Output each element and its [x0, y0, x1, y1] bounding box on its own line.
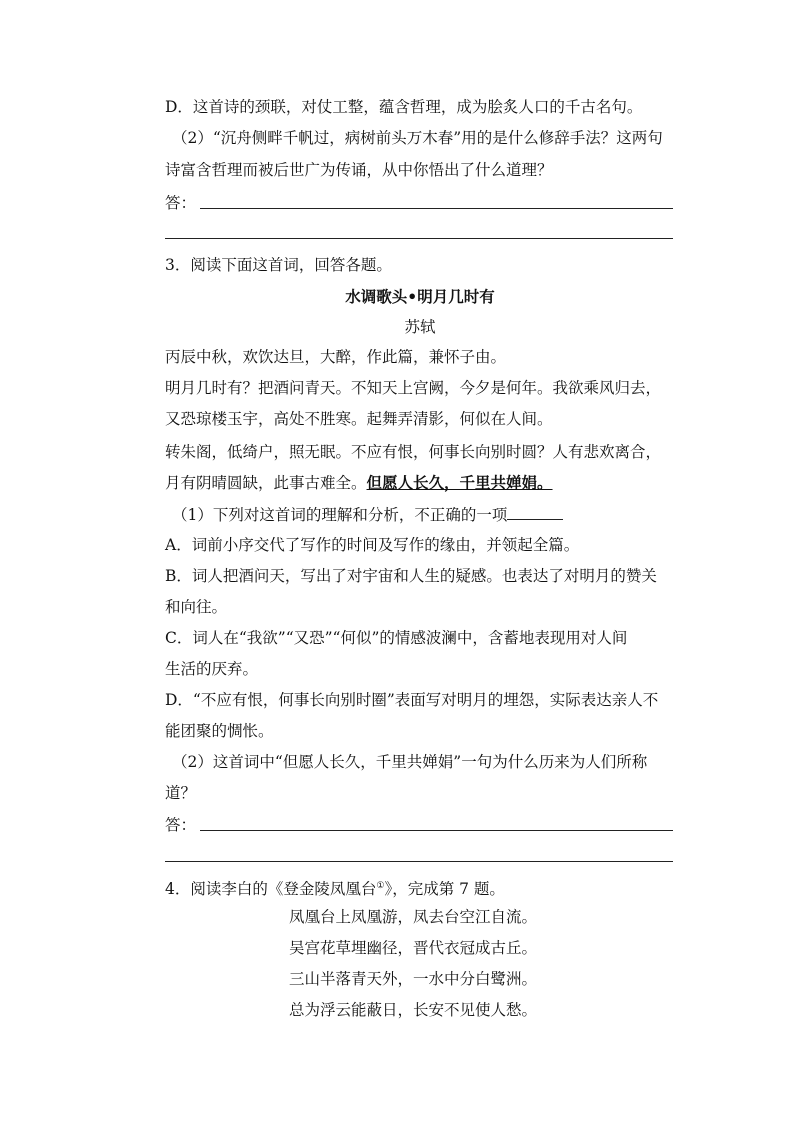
q3-option-b-line2: 和向往。 [165, 598, 228, 616]
q3-answer-label: 答： [165, 816, 197, 834]
q3-option-a: A．词前小序交代了写作的时间及写作的缘由，并领起全篇。 [165, 536, 580, 554]
q3-preface: 丙辰中秋，欢饮达旦，大醉，作此篇，兼怀子由。 [165, 348, 507, 366]
q3-verse1-line2: 又恐琼楼玉宇，高处不胜寒。起舞弄清影，何似在人间。 [165, 410, 553, 428]
q4-poem-line-2: 吴宫花草埋幽径，晋代衣冠成古丘。 [289, 939, 538, 957]
q3-sub2-line2: 道？ [165, 784, 197, 802]
q4-poem-line-1: 凤凰台上凤凰游，凤去台空江自流。 [289, 908, 538, 926]
q4-footnote-marker: ① [376, 881, 385, 891]
q3-option-c-line2: 生活的厌弃。 [165, 660, 259, 678]
q3-poem-title: 水调歌头•明月几时有 [345, 287, 495, 306]
q3-verse2-line2 [165, 473, 553, 493]
q2-answer-line-2[interactable] [165, 238, 673, 239]
q3-answer-line-2[interactable] [165, 861, 673, 862]
q4-intro-before: 4．阅读李白的《登金陵凤凰台 [165, 880, 377, 899]
q3-sub1-stem-text: （1）下列对这首词的理解和分析，不正确的一项 [172, 506, 508, 524]
q3-option-d-line2: 能团聚的惆怅。 [165, 722, 274, 740]
q4-poem-line-4: 总为浮云能蔽日，长安不见使人愁。 [289, 1001, 538, 1019]
q2-option-d: D．这首诗的颈联，对仗工整，蕴含哲理，成为脍炙人口的千古名句。 [165, 98, 643, 116]
q4-intro-after: 》，完成第 7 题。 [384, 880, 505, 899]
q3-option-d-line1: D．“不应有恨，何事长向别时圈”表面写对明月的埋怨，实际表达亲人不 [165, 691, 659, 709]
q2-answer-label: 答： [165, 194, 197, 212]
q3-verse2-line1: 转朱阁，低绮户，照无眠。不应有恨，何事长向别时圆？人有悲欢离合， [165, 443, 662, 461]
q4-intro [165, 876, 505, 899]
q3-author: 苏轼 [404, 318, 436, 336]
q3-verse1-line1: 明月几时有？把酒问青天。不知天上宫阙，今夕是何年。我欲乘风归去， [165, 379, 662, 397]
q3-sub1-answer-blank[interactable] [507, 505, 563, 520]
q3-verse2-plain: 月有阴晴圆缺，此事古难全。 [165, 474, 367, 492]
q2-sub2-line2: 诗富含哲理而被后世广为传诵，从中你悟出了什么道理？ [165, 161, 553, 179]
q3-intro: 3．阅读下面这首词，回答各题。 [165, 256, 392, 274]
q2-sub2-line1: （2）“沉舟侧畔千帆过，病树前头万木春”用的是什么修辞手法？这两句 [172, 129, 663, 147]
q3-option-b-line1: B．词人把酒问天，写出了对宇宙和人生的疑感。也表达了对明月的赞关 [165, 567, 657, 585]
q4-poem-line-3: 三山半落青天外，一水中分白鹭洲。 [289, 970, 538, 988]
q3-option-c-line1: C．词人在“我欲”“又恐”“何似”的情感波澜中，含蓄地表现用对人间 [165, 629, 628, 647]
q3-sub2-line1: （2）这首词中“但愿人长久，千里共婵娟”一句为什么历来为人们所称 [172, 753, 648, 771]
q3-verse2-emphasis: 但愿人长久，千里共婵娟。 [366, 473, 553, 492]
q2-answer-line-1[interactable] [200, 208, 673, 209]
q3-answer-line-1[interactable] [200, 830, 673, 831]
q3-sub1-stem [172, 505, 563, 525]
